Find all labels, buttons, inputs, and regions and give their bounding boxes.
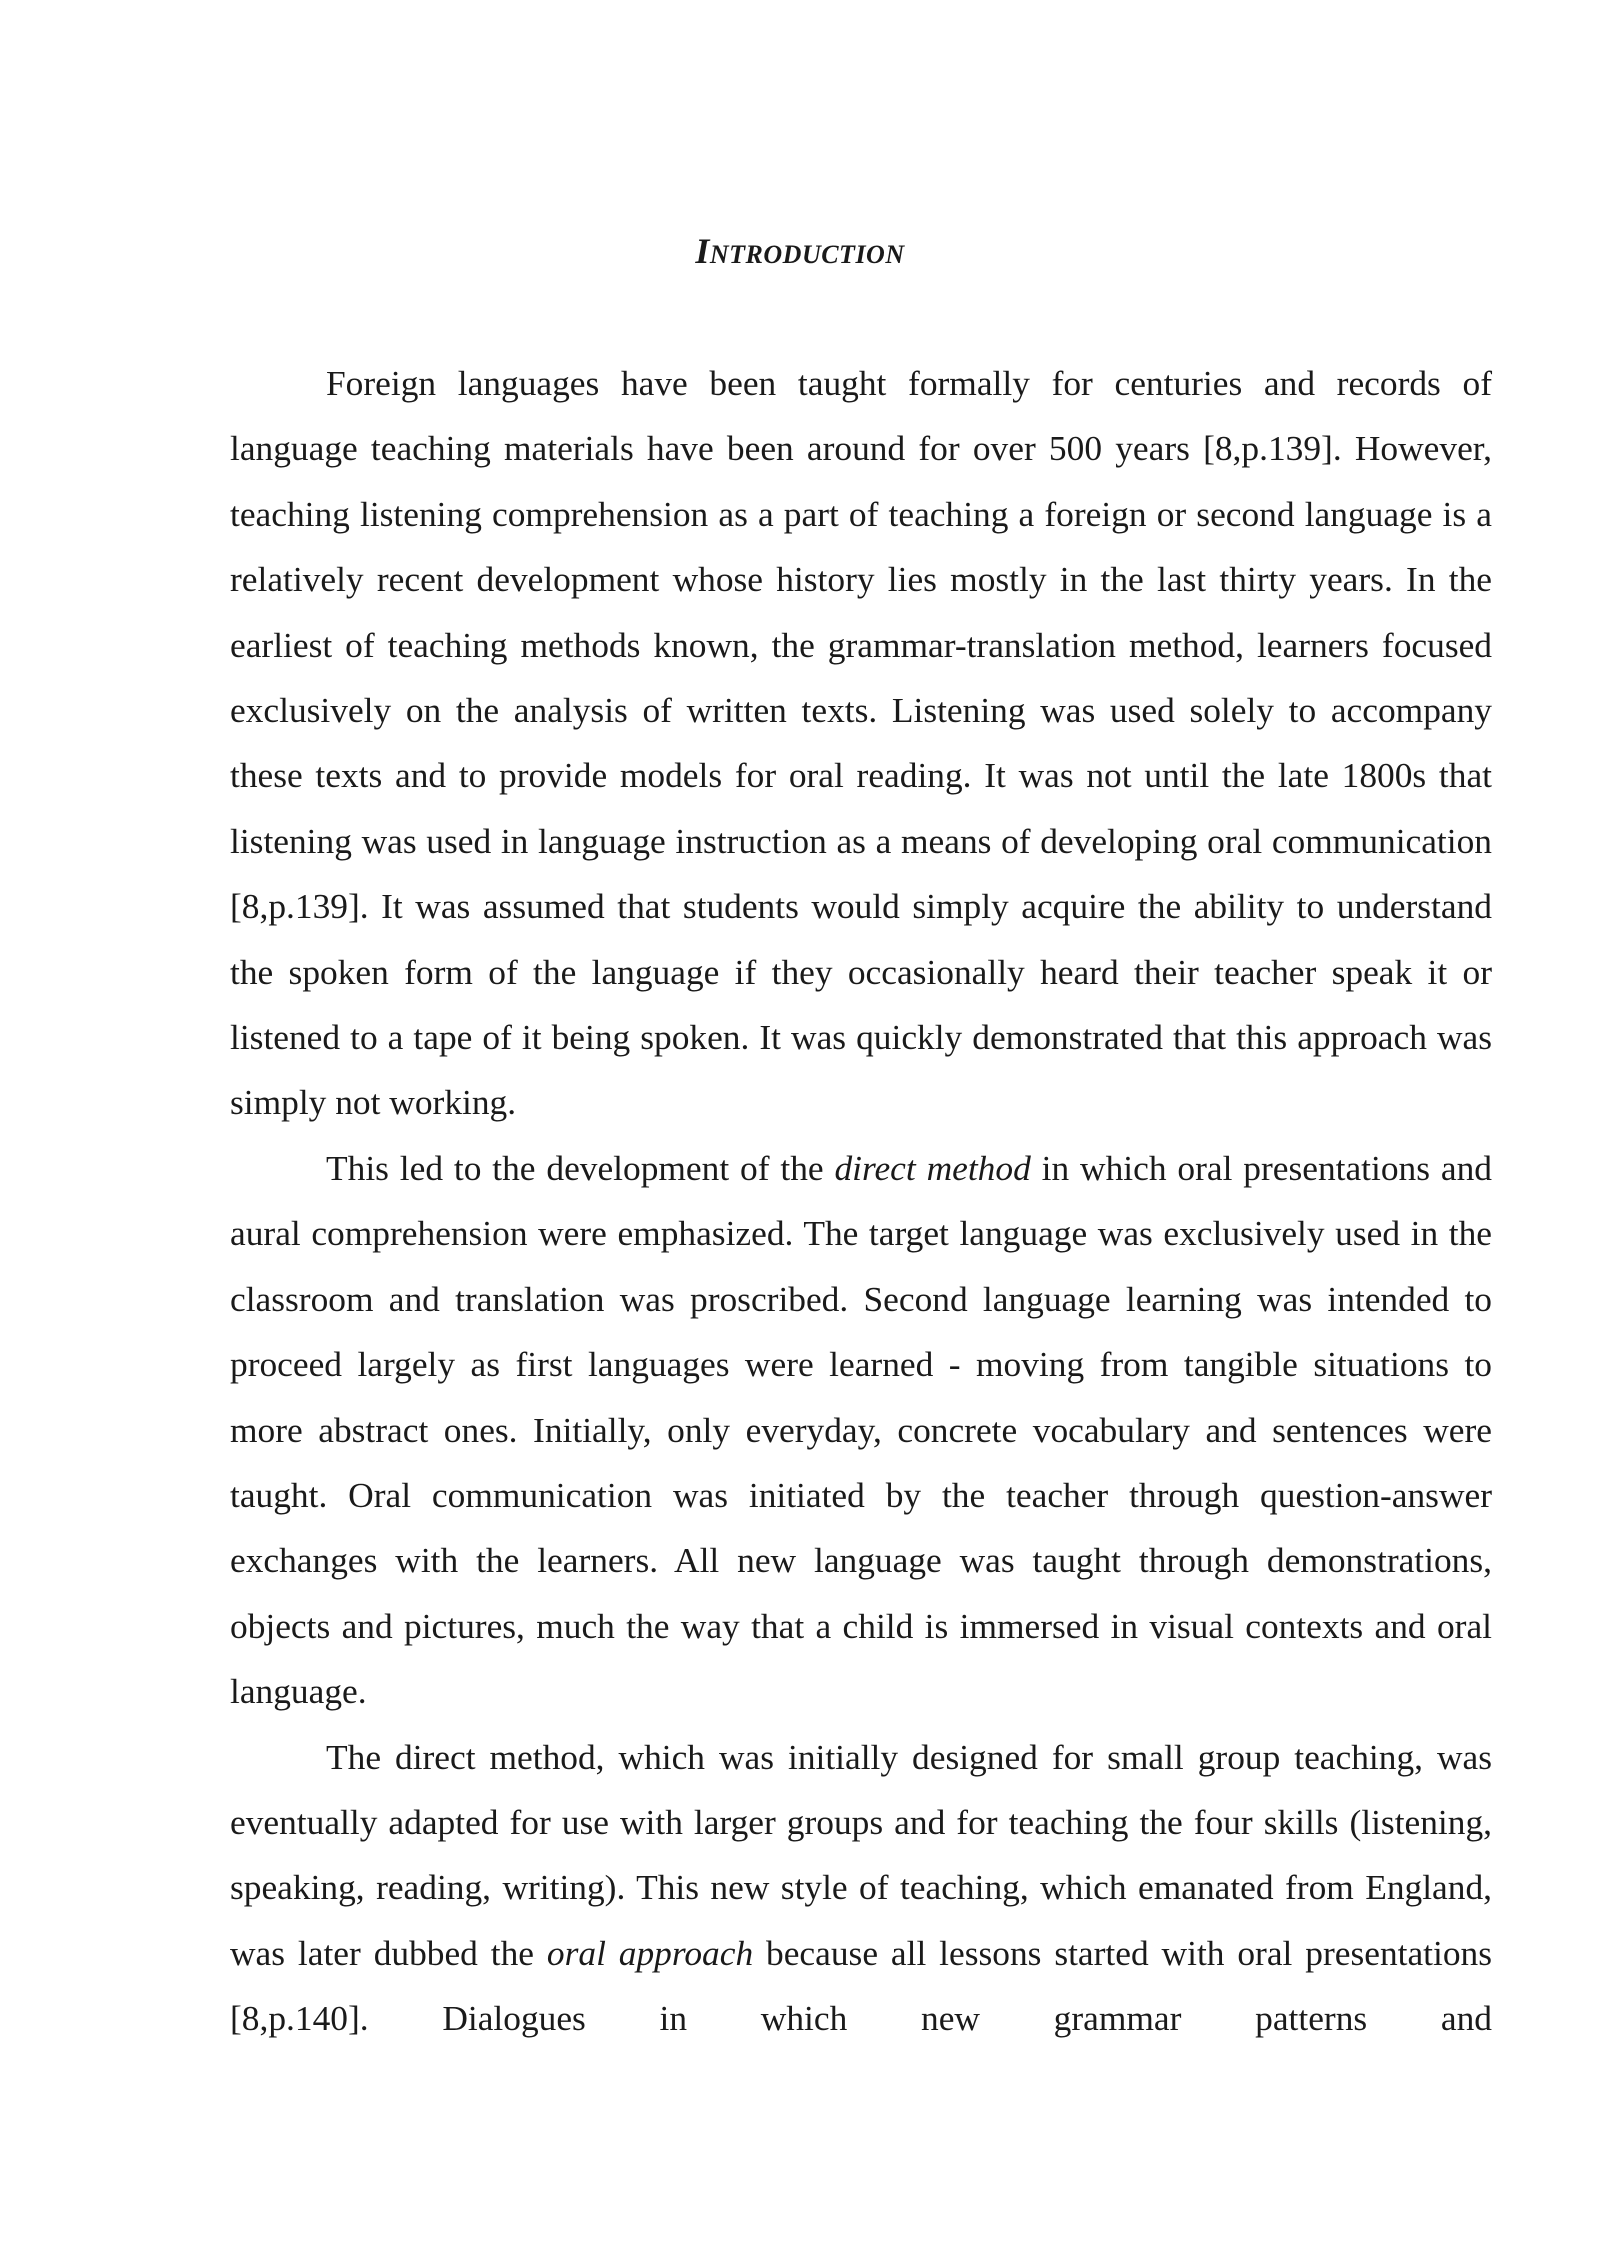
paragraph-1 — [230, 351, 1492, 1136]
paragraph-2-text-after: in which oral presentations and aural comprehension were emphasized. The target language was exclusively used in the classroom and translation was proscribed. Second language learning was intended to proceed largely as first languages were learned - moving from tangible situations to more abstract ones. Initially, only everyday, concrete vocabulary and sentences were taught. Oral communication was initiated by the teacher through question-answer exchanges with the learners. All new language was taught through demonstrations, objects and pictures, much the way that a child is immersed in visual contexts and oral language. — [230, 1147, 1492, 1712]
paragraph-3-text-after: because all lessons started with oral presentations [8,p.140]. Dialogues in which new grammar patterns and — [230, 1932, 1493, 2039]
paragraph-3 — [230, 1725, 1492, 2052]
heading-initial: I — [695, 231, 710, 271]
heading-small-caps: NTRODUCTION — [709, 240, 905, 269]
body-text — [230, 351, 1492, 2052]
paragraph-2-text-before: This led to the development of the — [326, 1147, 835, 1188]
term-direct-method: direct method — [834, 1147, 1031, 1188]
term-oral-approach: oral approach — [546, 1932, 754, 1973]
section-heading — [0, 230, 1600, 272]
paragraph-2 — [230, 1136, 1492, 1725]
paragraph-1-text: Foreign languages have been taught formally for centuries and records of language teaching materials have been around for over 500 years [8,p.139]. However, teaching listening comprehension as a part of teaching a foreign or second language is a relatively recent development whose history lies mostly in the last thirty years. In the earliest of teaching methods known, the grammar-translation method, learners focused exclusively on the analysis of written texts. Listening was used solely to accompany these texts and to provide models for oral reading. It was not until the late 1800s that listening was used in language instruction as a means of developing oral communication [8,p.139]. It was assumed that students would simply acquire the ability to understand the spoken form of the language if they occasionally heard their teacher speak it or listened to a tape of it being spoken. It was quickly demonstrated that this approach was simply not working. — [230, 363, 1492, 1123]
paragraph-3-text-before: The direct method, which was initially designed for small group teaching, was eventually adapted for use with larger groups and for teaching the four skills (listening, speaking, reading, writing). This new style of teaching, which emanated from England, was later dubbed the — [230, 1736, 1492, 1973]
